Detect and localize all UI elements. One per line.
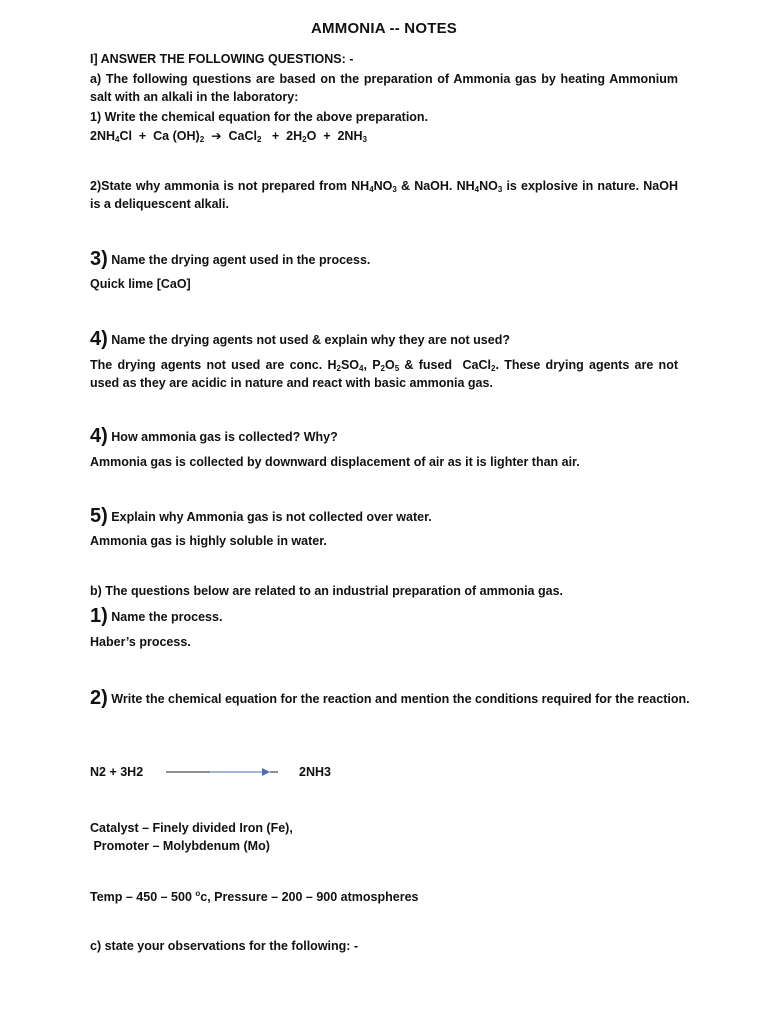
reaction-arrow-icon <box>166 765 278 779</box>
part-a-answer-1-equation: $2NH_4Cl + Ca$ $(OH)_2$ ➔ CaCl$_2$ + $2H_2O + 2NH_3$ <box>90 129 367 144</box>
part-a-question-3 <box>90 250 678 269</box>
part-a-answer-3: Quick lime [CaO] <box>90 277 191 291</box>
part-a-question-4b <box>90 427 678 446</box>
part-b-intro: b) The questions below are related to an industrial preparation of ammonia gas. <box>90 584 563 598</box>
question-number: 3) <box>90 248 108 270</box>
question-text: Name the process. <box>111 610 223 624</box>
question-number: 5) <box>90 505 108 527</box>
q2-mid2: is explosive in nature. NaOH is a deliquescent alkali. <box>90 179 678 211</box>
part-b-question-1 <box>90 607 678 626</box>
promoter-line: Promoter – Molybdenum (Mo) <box>90 839 270 853</box>
part-a-intro: a) The following questions are based on the preparation of Ammonia gas by heating Ammonium salt with an alkali in the laboratory: <box>90 72 678 104</box>
part-a-answer-5: Ammonia gas is highly soluble in water. <box>90 534 327 548</box>
section-heading: I] ANSWER THE FOLLOWING QUESTIONS: - <box>90 52 354 66</box>
part-b-question-2 <box>90 688 702 709</box>
answer-prefix: The drying agents not used are conc. <box>90 358 328 372</box>
question-text: Write the chemical equation for the reaction and mention the conditions required for the reaction. <box>111 692 690 706</box>
question-number: 1) <box>90 605 108 627</box>
part-a-question-4a <box>90 330 678 349</box>
part-a-question-5 <box>90 507 678 526</box>
question-text: How ammonia gas is collected? Why? <box>111 430 338 444</box>
degree-sup: o <box>195 889 201 898</box>
part-a-answer-4a: The drying agents not used are conc. $H_2SO_4$, $P_2O_5$ & fused CaCl$_2$. These drying agents are not used as they are acidic in nature and react with basic ammonia gas. <box>90 358 678 390</box>
part-b-answer-1: Haber’s process. <box>90 635 191 649</box>
conditions-line <box>90 888 678 906</box>
part-c-intro: c) state your observations for the following: - <box>90 939 359 953</box>
part-a-question-1: 1) Write the chemical equation for the above preparation. <box>90 110 429 124</box>
page-title: AMMONIA -- NOTES <box>311 20 457 37</box>
answer-suffix: . These drying agents are not used as they are acidic in nature and react with basic ammonia gas. <box>90 358 678 390</box>
reaction-lhs: N2 + 3H2 <box>90 765 144 779</box>
q2-mid1: & NaOH. <box>396 179 457 193</box>
question-text: Name the drying agent used in the process. <box>111 253 371 267</box>
temp-suffix: c, Pressure – 200 – 900 atmospheres <box>200 890 419 904</box>
question-text: Name the drying agents not used & explain why they are not used? <box>111 333 510 347</box>
q2-prefix: 2)State why ammonia is not prepared from <box>90 179 352 193</box>
question-text: Explain why Ammonia gas is not collected over water. <box>111 510 432 524</box>
temp-prefix: Temp – 450 – 500 <box>90 890 196 904</box>
part-a-question-2: 2)State why ammonia is not prepared from $NH_4NO_3$ & NaOH. $NH_4NO_3$ is explosive in nature. NaOH is a deliquescent alkali. <box>90 179 678 211</box>
catalyst-line: Catalyst – Finely divided Iron (Fe), <box>90 821 293 835</box>
question-number: 4) <box>90 425 108 447</box>
part-a-answer-4b: Ammonia gas is collected by downward displacement of air as it is lighter than air. <box>90 455 580 469</box>
question-number: 4) <box>90 328 108 350</box>
question-number: 2) <box>90 687 108 709</box>
reaction-rhs: 2NH3 <box>299 765 331 779</box>
